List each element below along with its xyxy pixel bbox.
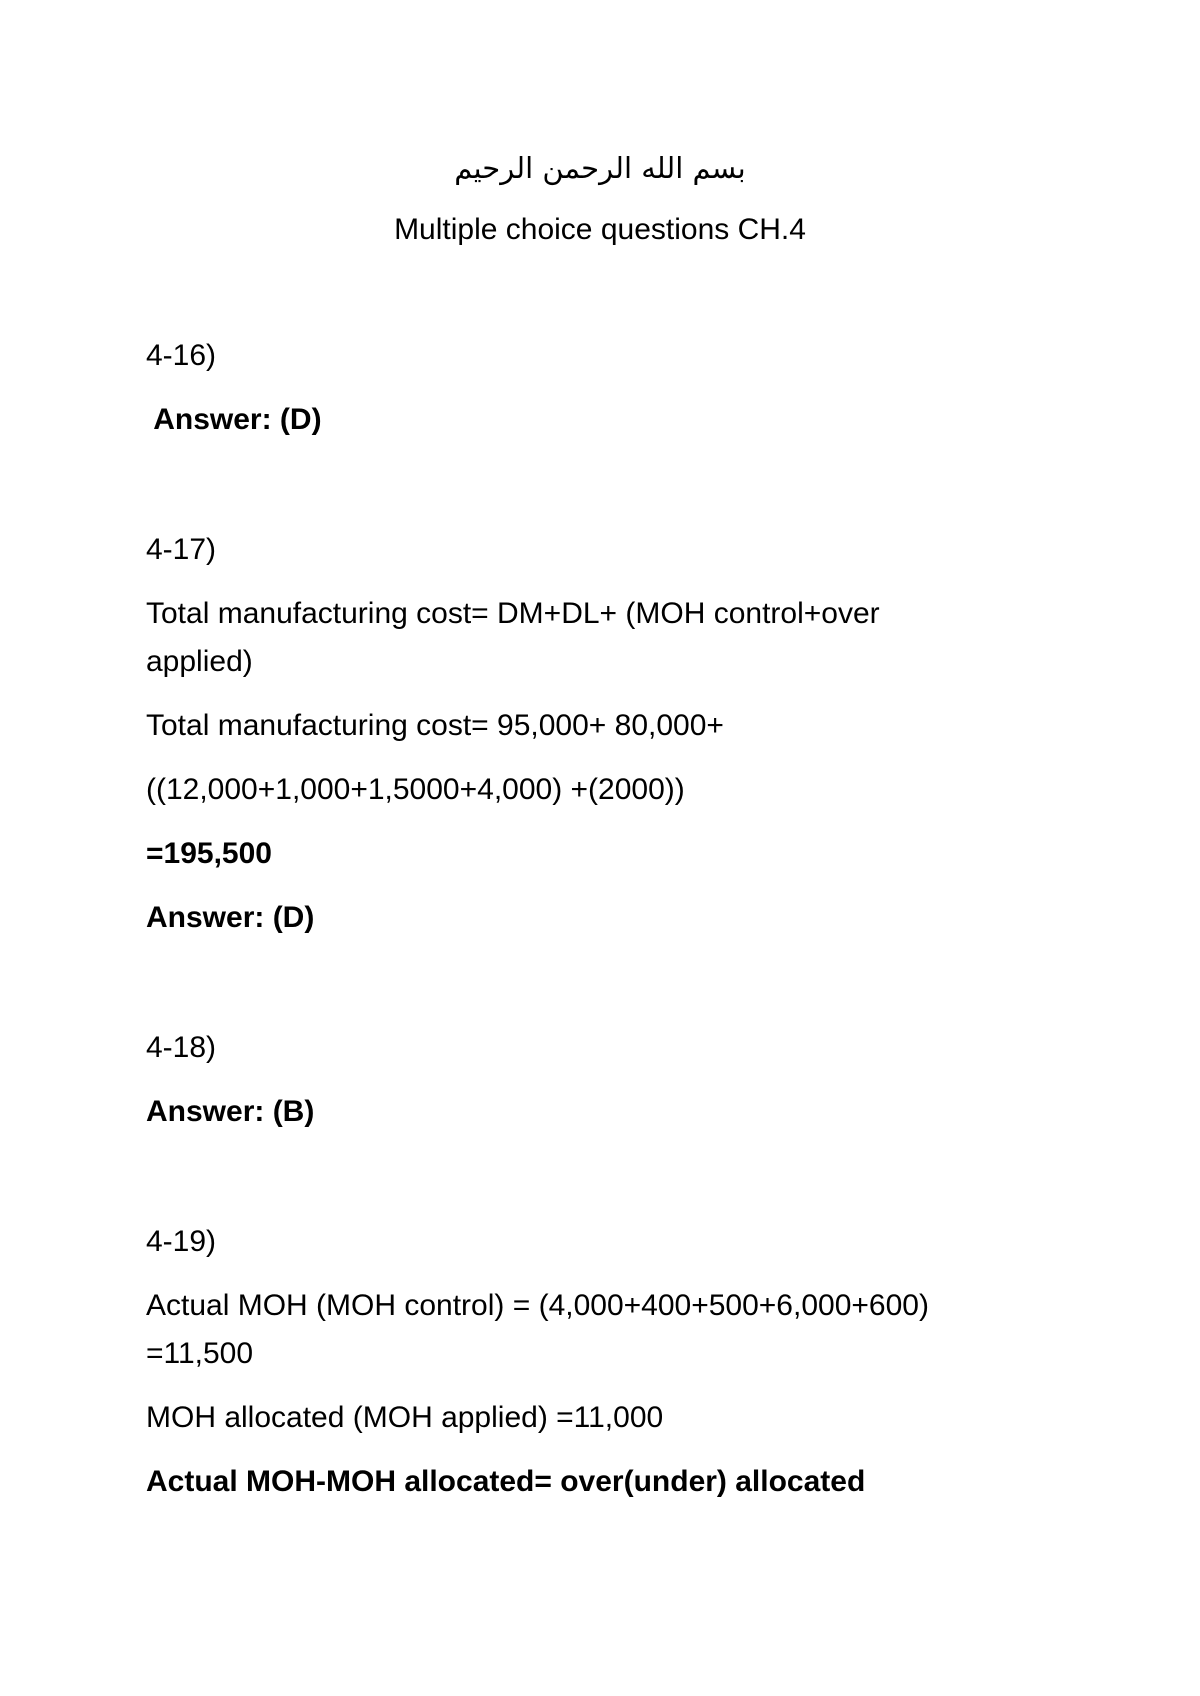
calc-line-4-17-4: ((12,000+1,000+1,5000+4,000) +(2000)) <box>146 773 685 806</box>
formula-4-19: Actual MOH-MOH allocated= over(under) allocated <box>146 1465 866 1498</box>
answer-4-17: Answer: (D) <box>146 901 315 934</box>
calc-line-4-19-2: =11,500 <box>146 1337 254 1370</box>
question-number-4-17: 4-17) <box>146 533 217 566</box>
result-4-17: =195,500 <box>146 837 272 870</box>
answer-4-16: Answer: (D) <box>146 403 322 436</box>
calc-line-4-17-3: Total manufacturing cost= 95,000+ 80,000+ <box>146 709 724 742</box>
calc-line-4-17-1: Total manufacturing cost= DM+DL+ (MOH control+over <box>146 597 880 630</box>
bismillah-heading: بسم الله الرحمن الرحيم <box>454 151 746 185</box>
answer-4-18: Answer: (B) <box>146 1095 315 1128</box>
question-number-4-18: 4-18) <box>146 1031 217 1064</box>
page-title: Multiple choice questions CH.4 <box>394 213 806 246</box>
question-number-4-19: 4-19) <box>146 1225 217 1258</box>
calc-line-4-19-1: Actual MOH (MOH control) = (4,000+400+500+6,000+600) <box>146 1289 929 1322</box>
calc-line-4-17-2: applied) <box>146 645 253 678</box>
question-number-4-16: 4-16) <box>146 339 217 372</box>
calc-line-4-19-3: MOH allocated (MOH applied) =11,000 <box>146 1401 664 1434</box>
